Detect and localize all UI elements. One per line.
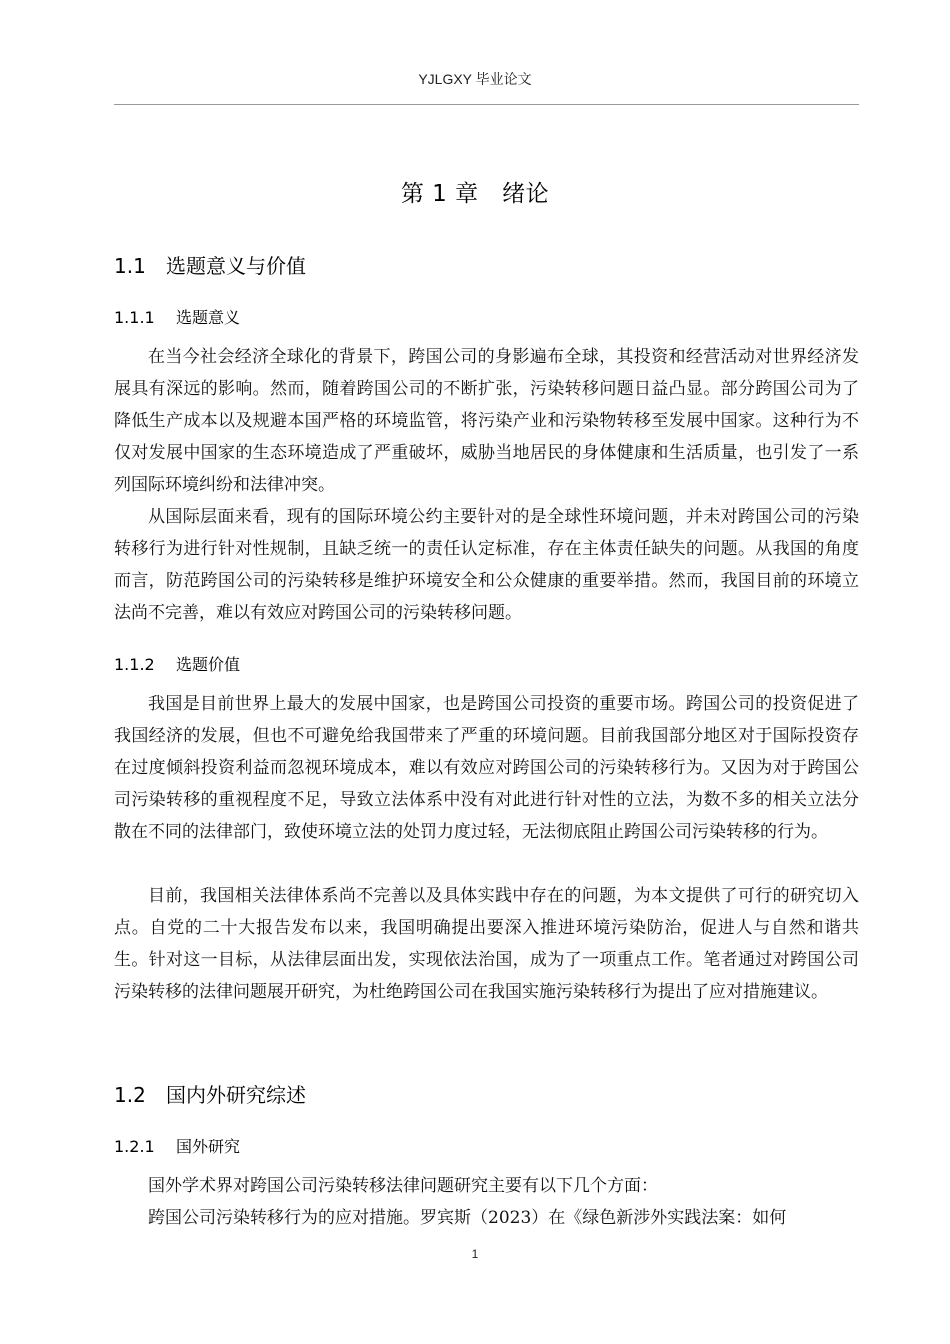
section-heading-1-1-1 [114,305,240,331]
section-title: 国内外研究综述 [166,1083,306,1107]
section-title: 国外研究 [176,1137,241,1156]
section-title: 选题意义与价值 [166,254,306,278]
section-title: 选题价值 [176,655,241,674]
section-number: 1.2.1 [114,1137,155,1156]
body-paragraph: 在当今社会经济全球化的背景下，跨国公司的身影遍布全球，其投资和经营活动对世界经济发展具有深远的影响。然而，随着跨国公司的不断扩张，污染转移问题日益凸显。部分跨国公司为了降低生产成本以及规避本国严格的环境监管，将污染产业和污染物转移至发展中国家。这种行为不仅对发展中国家的生态环境造成了严重破坏，威胁当地居民的身体健康和生活质量，也引发了一系列国际环境纠纷和法律冲突。 [114,347,859,495]
running-header: YJLGXY 毕业论文 [418,71,532,87]
header-rule [114,104,859,105]
page-number: 1 [471,1247,479,1261]
body-paragraph: 我国是目前世界上最大的发展中国家，也是跨国公司投资的重要市场。跨国公司的投资促进了我国经济的发展，但也不可避免给我国带来了严重的环境问题。目前我国部分地区对于国际投资存在过度倾斜投资利益而忽视环境成本，难以有效应对跨国公司的污染转移行为。又因为对于跨国公司污染转移的重视程度不足，导致立法体系中没有对此进行针对性的立法，为数不多的相关立法分散在不同的法律部门，致使环境立法的处罚力度过轻，无法彻底阻止跨国公司污染转移的行为。 [114,694,859,842]
section-title: 选题意义 [176,308,241,327]
section-heading-1-2 [114,1080,306,1110]
section-heading-1-2-1 [114,1134,240,1160]
section-number: 1.1 [114,254,146,278]
section-heading-1-1-2 [114,652,240,678]
body-paragraph: 目前，我国相关法律体系尚不完善以及具体实践中存在的问题，为本文提供了可行的研究切入点。自党的二十大报告发布以来，我国明确提出要深入推进环境污染防治，促进人与自然和谐共生。针对这一目标，从法律层面出发，实现依法治国，成为了一项重点工作。笔者通过对跨国公司污染转移的法律问题展开研究，为杜绝跨国公司在我国实施污染转移行为提出了应对措施建议。 [114,886,859,1002]
section-number: 1.1.2 [114,655,155,674]
section-number: 1.1.1 [114,308,155,327]
body-paragraph: 国外学术界对跨国公司污染转移法律问题研究主要有以下几个方面： [148,1176,658,1196]
body-paragraph: 从国际层面来看，现有的国际环境公约主要针对的是全球性环境问题，并未对跨国公司的污染转移行为进行针对性规制，且缺乏统一的责任认定标准，存在主体责任缺失的问题。从我国的角度而言，防范跨国公司的污染转移是维护环境安全和公众健康的重要举措。然而，我国目前的环境立法尚不完善，难以有效应对跨国公司的污染转移问题。 [114,507,859,623]
chapter-title: 第 1 章 绪论 [400,181,550,207]
body-paragraph: 跨国公司污染转移行为的应对措施。罗宾斯（2023）在《绿色新涉外实践法案：如何 [148,1208,787,1228]
section-number: 1.2 [114,1083,146,1107]
section-heading-1-1 [114,251,306,281]
